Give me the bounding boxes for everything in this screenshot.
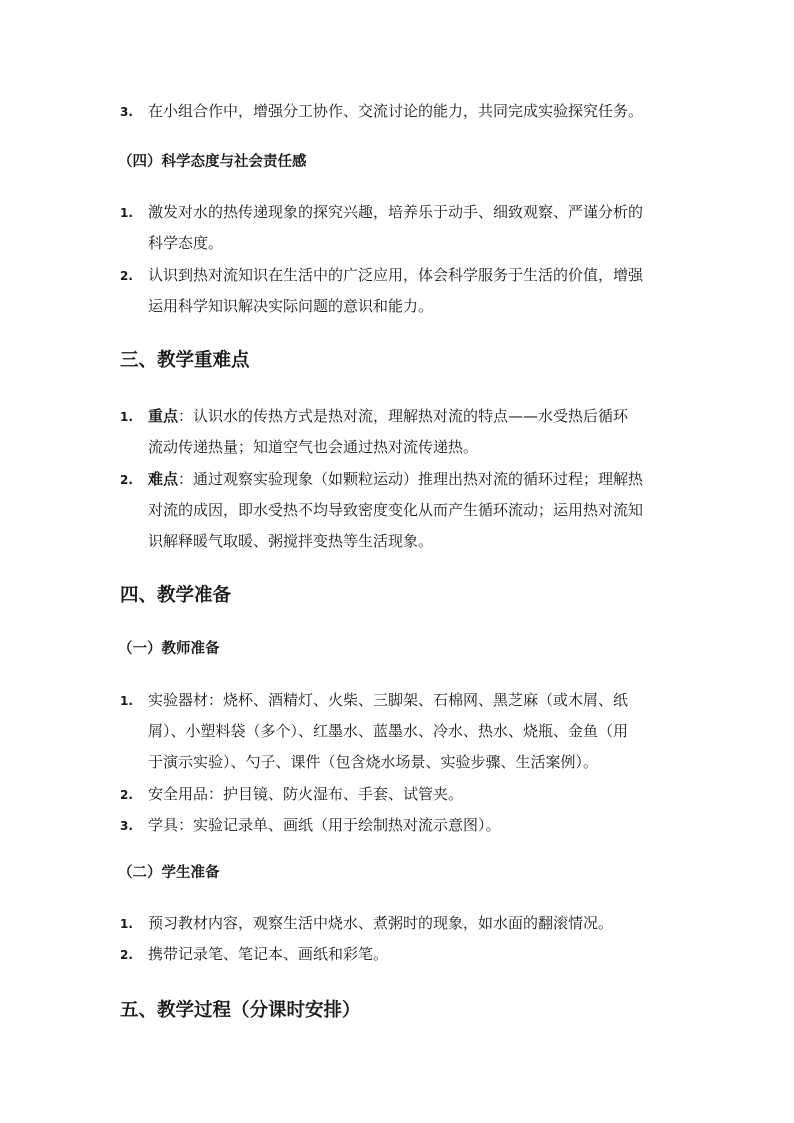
list-item-text: 安全用品：护目镜、防火湿布、手套、试管夹。 [148, 785, 464, 803]
list-item-number: 1. [120, 694, 133, 708]
list-item-text-rest: ：通过观察实验现象（如颗粒运动）推理出热对流的循环过程；理解热 [178, 470, 644, 488]
list-item-text: 识解释暖气取暖、粥搅拌变热等生活现象。 [148, 532, 434, 550]
section-heading: 三、教学重难点 [120, 350, 250, 371]
list-item-number: 1. [120, 917, 133, 931]
list-item-number: 2. [120, 269, 133, 283]
list-item-text: 对流的成因，即水受热不均导致密度变化从而产生循环流动；运用热对流知 [148, 501, 644, 519]
list-item-text: 流动传递热量；知道空气也会通过热对流传递热。 [148, 438, 479, 456]
list-item-text: 于演示实验）、勺子、课件（包含烧水场景、实验步骤、生活案例）。 [148, 753, 599, 771]
list-item-text: 携带记录笔、笔记本、画纸和彩笔。 [148, 945, 389, 963]
list-item-number: 2. [120, 948, 133, 962]
list-item-text-rest: ：认识水的传热方式是热对流，理解热对流的特点——水受热后循环 [178, 407, 629, 425]
list-item-label: 难点 [148, 470, 179, 488]
list-item-text: 运用科学知识解决实际问题的意识和能力。 [148, 297, 434, 315]
list-item-text: 预习教材内容，观察生活中烧水、煮粥时的现象，如水面的翻滚情况。 [148, 914, 614, 932]
list-item-text: 学具：实验记录单、画纸（用于绘制热对流示意图）。 [148, 816, 501, 834]
subsection-heading: （四）科学态度与社会责任感 [118, 154, 307, 170]
subsection-heading: （一）教师准备 [118, 641, 220, 657]
list-item-number: 3. [120, 105, 133, 119]
section-heading: 四、教学准备 [120, 585, 232, 606]
list-item-number: 2. [120, 788, 133, 802]
list-item-text [148, 406, 628, 426]
list-item-text: 激发对水的热传递现象的探究兴趣，培养乐于动手、细致观察、严谨分析的 [148, 203, 644, 221]
list-item-number: 2. [120, 473, 133, 487]
list-item-text: 屑）、小塑料袋（多个）、红墨水、蓝墨水、冷水、热水、烧瓶、金鱼（用 [148, 722, 629, 740]
list-item-text: 在小组合作中，增强分工协作、交流讨论的能力，共同完成实验探究任务。 [148, 102, 644, 120]
list-item-number: 1. [120, 206, 133, 220]
list-item-text [148, 469, 643, 489]
list-item-label: 重点 [148, 407, 179, 425]
list-item-number: 3. [120, 819, 133, 833]
section-heading: 五、教学过程（分课时安排） [120, 1000, 361, 1021]
list-item-text: 科学态度。 [148, 234, 224, 252]
list-item-number: 1. [120, 410, 133, 424]
list-item-text: 实验器材：烧杯、酒精灯、火柴、三脚架、石棉网、黑芝麻（或木屑、纸 [148, 691, 629, 709]
subsection-heading: （二）学生准备 [118, 865, 220, 881]
list-item-text: 认识到热对流知识在生活中的广泛应用，体会科学服务于生活的价值，增强 [148, 266, 644, 284]
